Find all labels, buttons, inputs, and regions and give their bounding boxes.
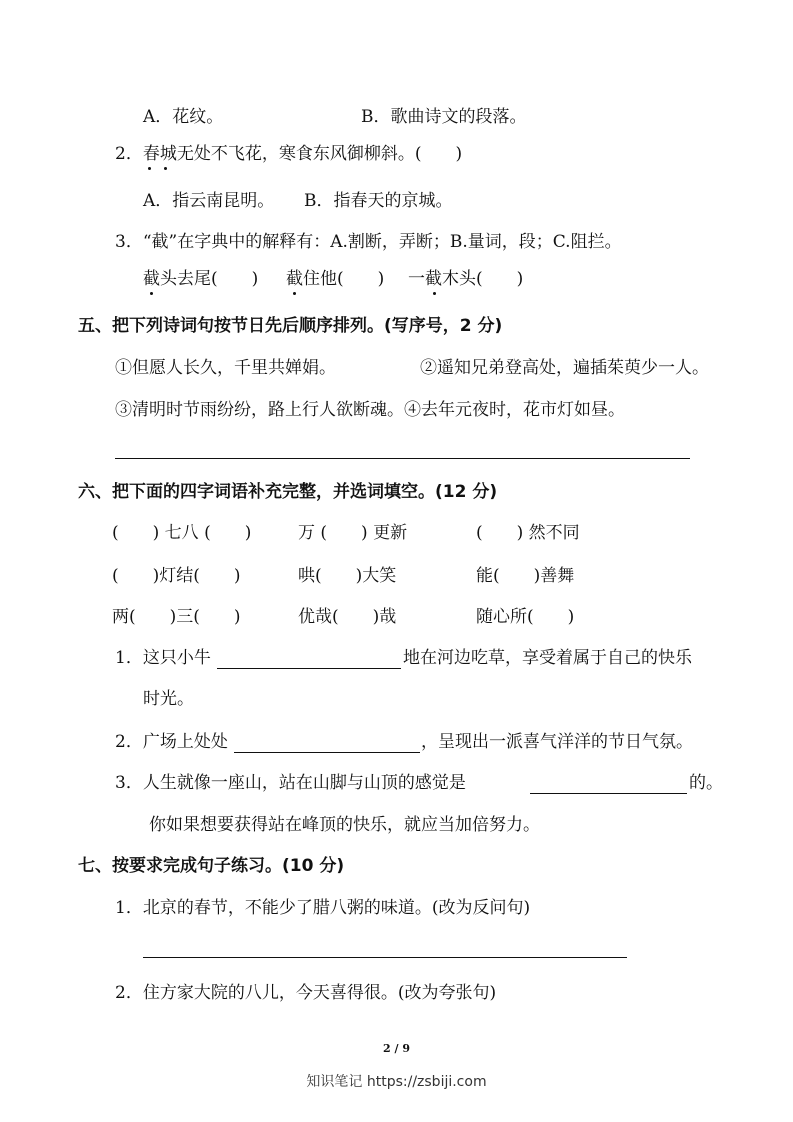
idiom-6: 能( )善舞 (476, 566, 575, 586)
q5-items-3-4: ③清明时节雨纷纷，路上行人欲断魂。④去年元夜时，花市灯如昼。 (115, 400, 625, 420)
idiom-9: 随心所( ) (476, 607, 575, 627)
q6-s1-continued: 时光。 (143, 689, 194, 709)
idiom-8: 优哉( )哉 (298, 607, 397, 627)
q4-q1-option-a: A．花纹。 (143, 107, 224, 127)
emphasis-dot (433, 292, 436, 295)
section-5-title: 五、把下列诗词句按节日先后顺序排列。(写序号，2 分) (78, 316, 503, 336)
idiom-2: 万 ( ) 更新 (298, 523, 408, 543)
idiom-5: 哄( )大笑 (298, 566, 397, 586)
emphasis-dot (148, 167, 151, 170)
idiom-1: ( ) 七八 ( ) (112, 523, 252, 543)
emphasis-dot (293, 292, 296, 295)
answer-blank[interactable] (217, 668, 401, 669)
idiom-4: ( )灯结( ) (112, 566, 241, 586)
q4-q3-blank-c: 一截木头( ) (408, 269, 524, 289)
q6-s2-end: ，呈现出一派喜气洋洋的节日气氛。 (421, 732, 693, 752)
q7-s2: 2．住方家大院的八儿，今天喜得很。(改为夸张句) (115, 983, 497, 1003)
q4-q3-stem: 3．“截”在字典中的解释有：A.割断，弄断；B.量词，段；C.阻拦。 (115, 232, 622, 252)
q6-s1-end: 地在河边吃草，享受着属于自己的快乐 (403, 648, 692, 668)
q6-s3-start: 3．人生就像一座山，站在山脚与山顶的感觉是 (115, 773, 466, 793)
q5-item-1: ①但愿人长久，千里共婵娟。 (115, 358, 336, 378)
q6-s1-start: 1．这只小牛 (115, 648, 211, 668)
q4-q2-stem: 2．春城无处不飞花，寒食东风御柳斜。( ) (115, 144, 463, 164)
q7-s1: 1．北京的春节，不能少了腊八粥的味道。(改为反问句) (115, 898, 531, 918)
q5-item-2: ②遥知兄弟登高处，遍插茱萸少一人。 (420, 358, 709, 378)
emphasis-dot (164, 167, 167, 170)
idiom-3: ( ) 然不同 (476, 523, 580, 543)
q4-q2-option-b: B．指春天的京城。 (304, 191, 453, 211)
section-7-title: 七、按要求完成句子练习。(10 分) (78, 856, 345, 876)
q6-s3-end: 的。 (689, 773, 723, 793)
section-6-title: 六、把下面的四字词语补充完整，并选词填空。(12 分) (78, 482, 498, 502)
page-number: 2 / 9 (383, 1042, 410, 1055)
q4-q1-option-b: B．歌曲诗文的段落。 (361, 107, 527, 127)
q4-q2-option-a: A．指云南昆明。 (143, 191, 275, 211)
q4-q3-blank-b: 截住他( ) (286, 269, 385, 289)
answer-line[interactable] (115, 458, 690, 459)
emphasis-dot (150, 292, 153, 295)
footer-watermark: 知识笔记 https://zsbiji.com (306, 1074, 487, 1090)
q4-q3-blank-a: 截头去尾( ) (143, 269, 259, 289)
answer-blank[interactable] (234, 752, 420, 753)
idiom-7: 两( )三( ) (112, 607, 241, 627)
q6-s2-start: 2．广场上处处 (115, 732, 228, 752)
answer-line[interactable] (143, 957, 627, 958)
answer-blank[interactable] (530, 793, 687, 794)
q6-s3-continued: 你如果想要获得站在峰顶的快乐，就应当加倍努力。 (149, 815, 540, 835)
